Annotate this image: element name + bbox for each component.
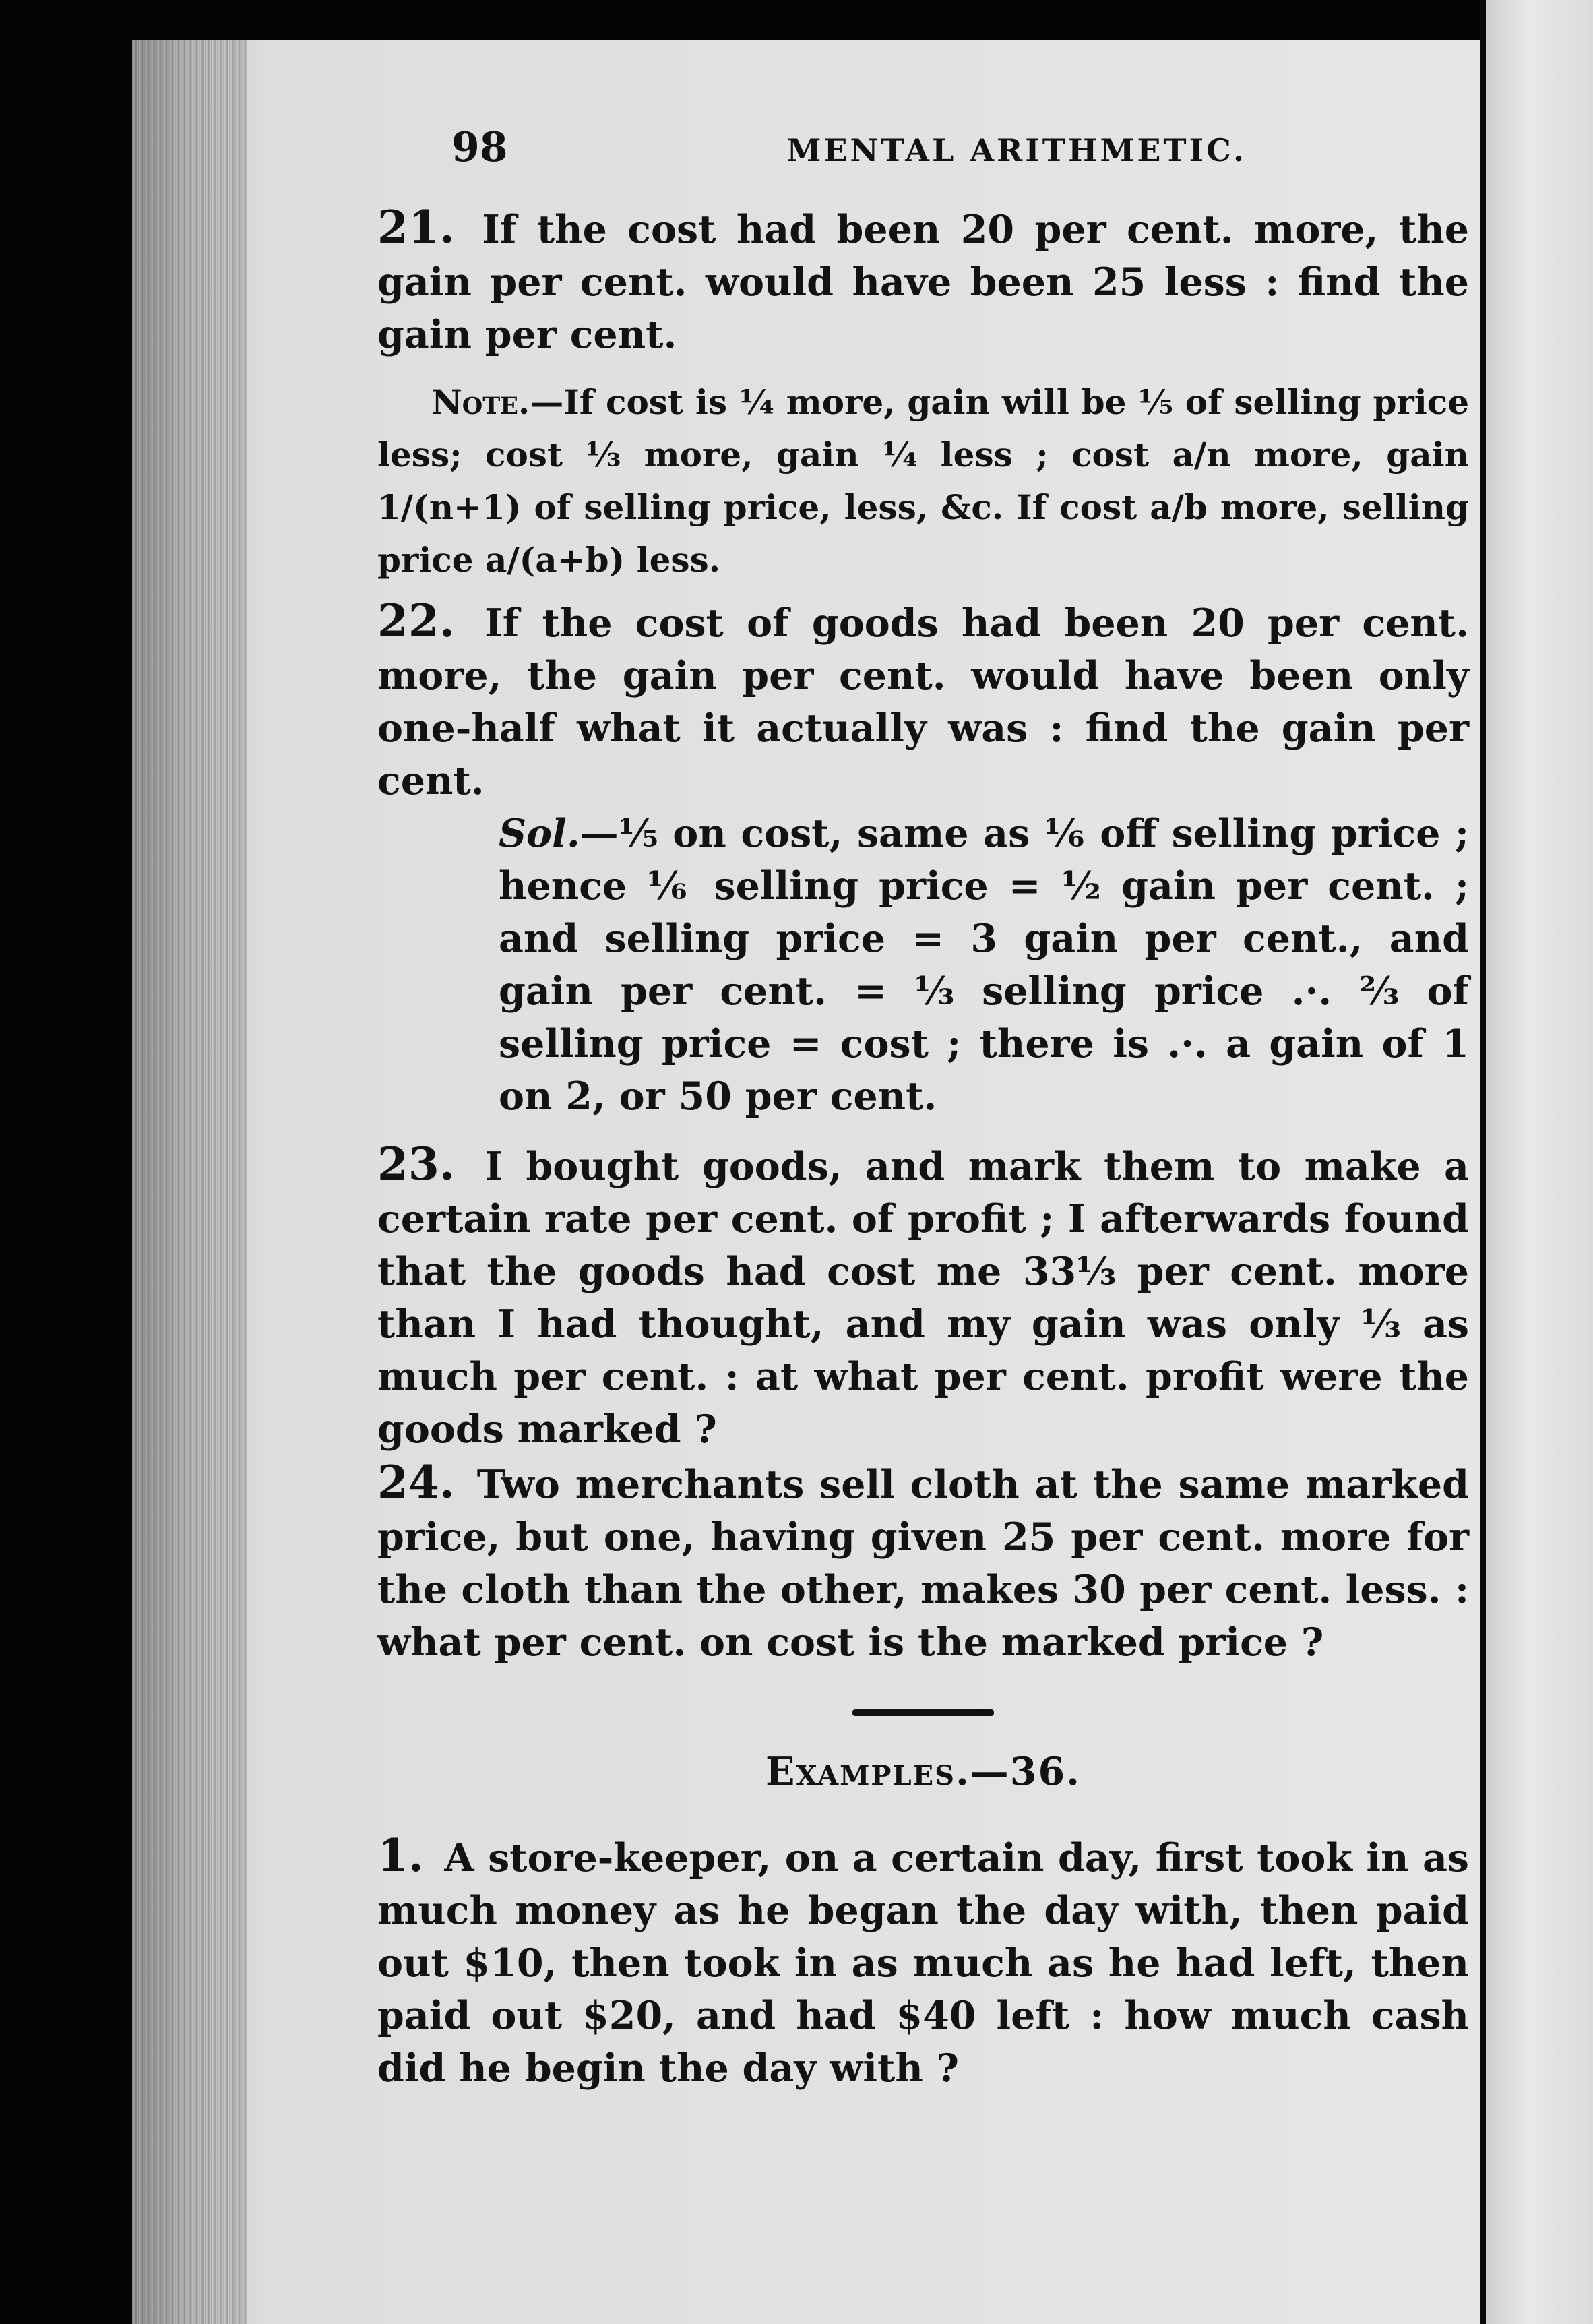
problem-number: 23. xyxy=(377,1138,455,1190)
problem-text: If the cost had been 20 per cent. more, the gain per cent. would have been 25 less : find the gain per cent. xyxy=(377,207,1469,357)
example-1 xyxy=(377,1829,1469,2095)
problem-23 xyxy=(377,1138,1469,1456)
problem-number: 21. xyxy=(377,201,455,253)
problem-text: Two merchants sell cloth at the same marked price, but one, having given 25 per cent. more for the cloth than the other, makes 30 per cent. less. : what per cent. on cost is the marked price ? xyxy=(377,1462,1469,1665)
running-head: MENTAL ARITHMETIC. xyxy=(786,132,1247,169)
section-rule xyxy=(852,1709,994,1716)
problem-number: 24. xyxy=(377,1456,455,1508)
problem-24 xyxy=(377,1456,1469,1669)
examples-heading: Examples.—36. xyxy=(766,1749,1081,1794)
page-number: 98 xyxy=(451,124,508,171)
problem-text: If the cost of goods had been 20 per cent. more, the gain per cent. would have been only one-half what it actually was : find the gain per cent. xyxy=(377,601,1469,803)
problem-number: 22. xyxy=(377,594,455,647)
page-header xyxy=(377,121,1469,177)
page-content xyxy=(377,121,1469,2095)
note xyxy=(377,376,1469,586)
page-edges xyxy=(132,40,247,2324)
right-page-edge xyxy=(1486,0,1593,2324)
note-label: Note. xyxy=(431,382,530,422)
solution xyxy=(499,807,1469,1123)
example-number: 1. xyxy=(377,1829,424,1882)
problem-22 xyxy=(377,594,1469,807)
problem-text: I bought goods, and mark them to make a certain rate per cent. of profit ; I afterwards found that the goods had cost me 33⅓ per cent. more than I had thought, and my gain was only ⅓ as much per cent. : at what per cent. profit were the goods marked ? xyxy=(377,1144,1469,1452)
example-text: A store-keeper, on a certain day, first took in as much money as he began the day with, then paid out $10, then took in as much as he had left, then paid out $20, and had $40 left : how much cash did he begin the day with ? xyxy=(377,1835,1469,2091)
solution-text: —⅕ on cost, same as ⅙ off selling price ; hence ⅙ selling price = ½ gain per cent. ; and selling price = 3 gain per cent., and gain per cent. = ⅓ selling price .·. ⅔ of selling price = cost ; there is .·. a gain of 1 on 2, or 50 per cent. xyxy=(499,811,1469,1119)
problem-21 xyxy=(377,201,1469,361)
note-text: —If cost is ¼ more, gain will be ⅕ of selling price less; cost ⅓ more, gain ¼ less ; cost a/n more, gain 1/(n+1) of selling price, less, &c. If cost a/b more, selling price a/(a+b) less. xyxy=(377,382,1469,580)
solution-label: Sol. xyxy=(499,811,580,856)
